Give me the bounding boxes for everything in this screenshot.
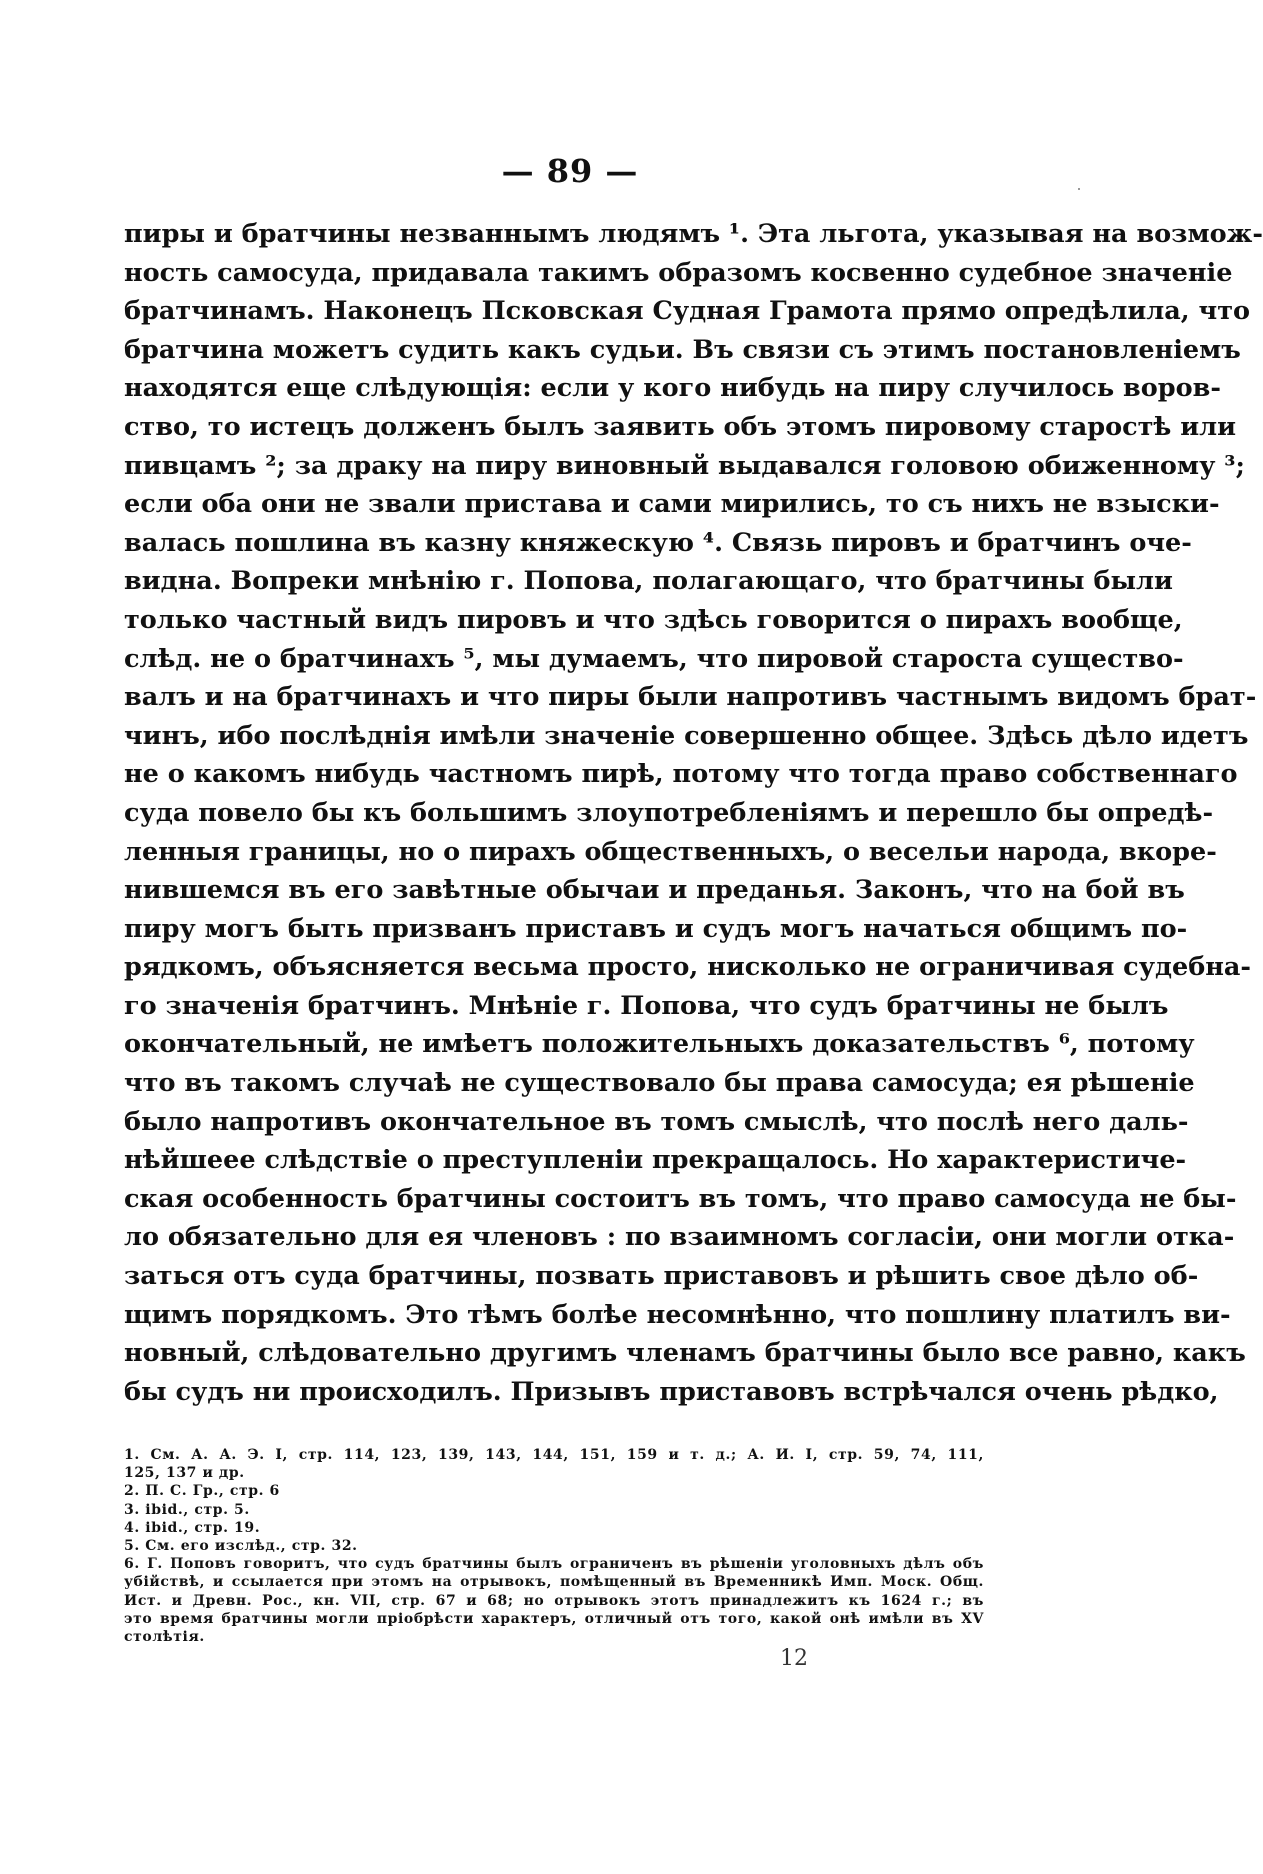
body-line: ло обязательно для ея членовъ : по взаимномъ согласiи, они могли отка- (124, 1222, 1235, 1253)
page-number: — 89 — (501, 152, 639, 190)
body-line: пиру могъ быть призванъ приставъ и судъ могъ начаться общимъ по- (124, 913, 1188, 944)
body-line: братчинамъ. Наконецъ Псковская Судная Грамота прямо опредѣлила, что (124, 296, 1251, 327)
body-line: новный, слѣдовательно другимъ членамъ братчины было все равно, какъ (124, 1338, 1246, 1369)
footnotes (124, 1446, 984, 1646)
footnote-line: 6. Г. Поповъ говоритъ, что судъ братчины былъ ограниченъ въ рѣшенiи уголовныхъ дѣлъ объ (124, 1556, 984, 1573)
body-line: бы судъ ни происходилъ. Призывъ приставовъ встрѣчался очень рѣдко, (124, 1376, 1219, 1407)
body-line: щимъ порядкомъ. Это тѣмъ болѣе несомнѣнно, что пошлину платилъ ви- (124, 1299, 1231, 1330)
body-line: окончательный, не имѣетъ положительныхъ доказательствъ ⁶, потому (124, 1029, 1195, 1060)
body-line: что въ такомъ случаѣ не существовало бы права самосуда; ея рѣшенiе (124, 1068, 1195, 1099)
body-line: слѣд. не о братчинахъ ⁵, мы думаемъ, что пировой староста существо- (124, 643, 1184, 674)
body-line: ская особенность братчины состоитъ въ томъ, что право самосуда не бы- (124, 1183, 1237, 1214)
footnote-line: 1. См. А. А. Э. I, стр. 114, 123, 139, 143, 144, 151, 159 и т. д.; А. И. I, стр. 59, 74, 111, (124, 1447, 984, 1463)
body-line: братчина можетъ судить какъ судьи. Въ связи съ этимъ постановленiемъ (124, 334, 1241, 365)
body-line: ство, то истецъ долженъ былъ заявить объ этомъ пировому старостѣ или (124, 411, 1237, 442)
body-line: пивцамъ ²; за драку на пиру виновный выдавался головою обиженному ³; (124, 450, 1245, 481)
body-line: находятся еще слѣдующiя: если у кого нибудь на пиру случилось воров- (124, 373, 1221, 404)
signature-mark: 12 (780, 1646, 808, 1671)
body-line: пиры и братчины незваннымъ людямъ ¹. Эта льгота, указывая на возмож- (124, 219, 1263, 249)
body-line: суда повело бы къ большимъ злоупотребленiямъ и перешло бы опредѣ- (124, 797, 1214, 828)
footnote-line: 5. См. его изслѣд., стр. 32. (124, 1537, 358, 1554)
body-line: нѣйшееe слѣдствiе о преступленiи прекращалось. Но характеристиче- (124, 1145, 1187, 1176)
body-text (124, 215, 1263, 1411)
footnote-line: это время братчины могли прiобрѣсти характеръ, отличный отъ того, какой онѣ имѣли въ XV (124, 1610, 984, 1627)
body-line: го значенiя братчинъ. Мнѣнiе г. Попова, что судъ братчины не былъ (124, 990, 1169, 1021)
body-line: только частный видъ пировъ и что здѣсь говорится о пирахъ вообще, (124, 604, 1183, 635)
scan-speck (1078, 188, 1080, 190)
footnote-line: 4. ibid., стр. 19. (124, 1519, 261, 1536)
body-line: ленныя границы, но о пирахъ общественныхъ, о весельи народа, вкоре- (124, 836, 1217, 867)
body-line: ность самосуда, придавала такимъ образомъ косвенно судебное значенiе (124, 257, 1233, 288)
body-line: валась пошлина въ казну княжескую ⁴. Связь пировъ и братчинъ оче- (124, 527, 1192, 558)
body-line: нившемся въ его завѣтные обычаи и преданья. Законъ, что на бой въ (124, 875, 1185, 906)
body-line: не о какомъ нибудь частномъ пирѣ, потому что тогда право собственнаго (124, 759, 1238, 790)
body-line: заться отъ суда братчины, позвать приставовъ и рѣшить свое дѣло об- (124, 1261, 1199, 1292)
body-line: если оба они не звали пристава и сами мирились, то съ нихъ не взыски- (124, 489, 1220, 520)
body-line: рядкомъ, объясняется весьма просто, нисколько не ограничивая судебна- (124, 952, 1252, 983)
footnote-line: столѣтiя. (124, 1628, 205, 1645)
body-line: чинъ, ибо послѣднiя имѣли значенiе совершенно общее. Здѣсь дѣло идетъ (124, 720, 1249, 751)
body-line: было напротивъ окончательное въ томъ смыслѣ, что послѣ него даль- (124, 1106, 1189, 1137)
footnote-line: 125, 137 и др. (124, 1465, 245, 1482)
body-line: валъ и на братчинахъ и что пиры были напротивъ частнымъ видомъ брат- (124, 682, 1257, 713)
footnote-line: Ист. и Древн. Рос., кн. VII, стр. 67 и 68; но отрывокъ этотъ принадлежитъ къ 1624 г.; въ (124, 1592, 984, 1609)
body-line: видна. Вопреки мнѣнiю г. Попова, полагающаго, что братчины были (124, 566, 1173, 597)
footnote-line: 3. ibid., стр. 5. (124, 1501, 250, 1518)
footnote-line: убiйствѣ, и ссылается при этомъ на отрывокъ, помѣщенный въ Временникѣ Имп. Моск. Общ. (124, 1574, 984, 1591)
footnote-line: 2. П. С. Гр., стр. 6 (124, 1483, 280, 1500)
